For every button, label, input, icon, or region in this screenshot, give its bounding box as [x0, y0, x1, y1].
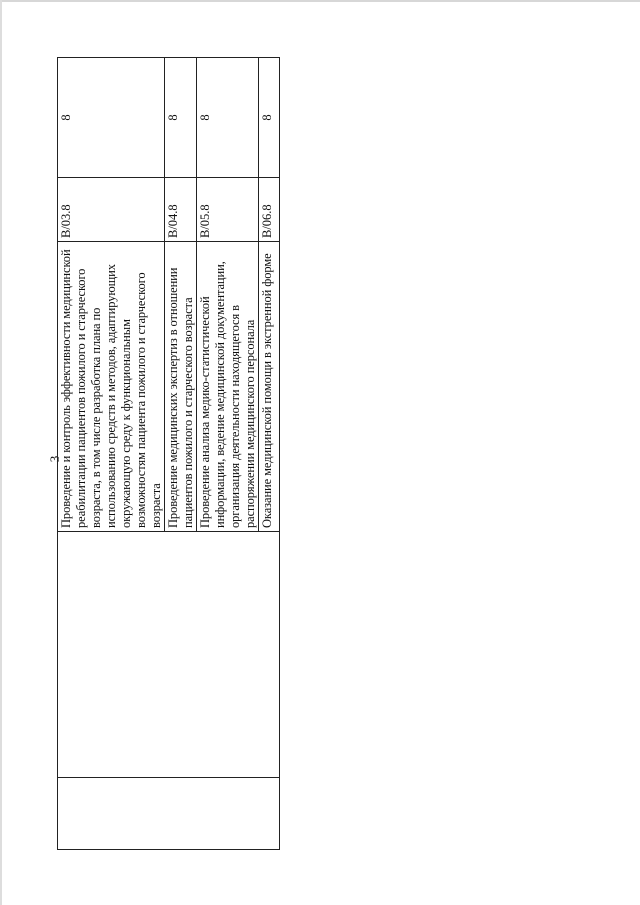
scan-edge-left: [0, 0, 2, 905]
function-name-cell: [259, 242, 280, 532]
function-name: Проведение и контроль эффективности медицинской реабилитации пациентов пожилого и старческого возраста, в том числе разработка плана по использованию средств и методов, адаптирующих окружающую среду к функциональным возможностям пациента пожилого и старческого возраста: [59, 249, 163, 528]
function-name: Оказание медицинской помощи в экстренной форме: [260, 253, 274, 528]
table-row: [58, 58, 165, 850]
group-code-cell: [58, 778, 280, 850]
function-code: B/05.8: [198, 204, 212, 238]
qualification-level-cell: [58, 58, 165, 178]
function-code: B/06.8: [260, 204, 274, 238]
qualification-level: 8: [260, 114, 274, 121]
function-code: B/04.8: [166, 204, 180, 238]
qualification-level: 8: [59, 114, 73, 121]
function-code-cell: [58, 178, 165, 242]
function-name-cell: [165, 242, 197, 532]
function-code-cell: [165, 178, 197, 242]
qualification-level-cell: [259, 58, 280, 178]
qualification-level-cell: [197, 58, 259, 178]
qualification-level: 8: [166, 114, 180, 121]
group-name-cell: [58, 532, 280, 778]
function-code-cell: [197, 178, 259, 242]
qualification-level: 8: [198, 114, 212, 121]
labor-functions-table: [57, 57, 280, 850]
function-code-cell: [259, 178, 280, 242]
function-code: B/03.8: [59, 204, 73, 238]
function-name: Проведение анализа медико-статистической информации, ведение медицинской документации, организация деятельности находящегося в распоряжении медицинского персонала: [198, 261, 257, 528]
rotated-table-block: [57, 58, 274, 850]
qualification-level-cell: [165, 58, 197, 178]
function-name: Проведение медицинских экспертиз в отношении пациентов пожилого и старческого возраста: [166, 267, 195, 528]
page-number: 3: [47, 455, 62, 463]
function-name-cell: [58, 242, 165, 532]
function-name-cell: [197, 242, 259, 532]
scan-edge-top: [0, 0, 640, 2]
